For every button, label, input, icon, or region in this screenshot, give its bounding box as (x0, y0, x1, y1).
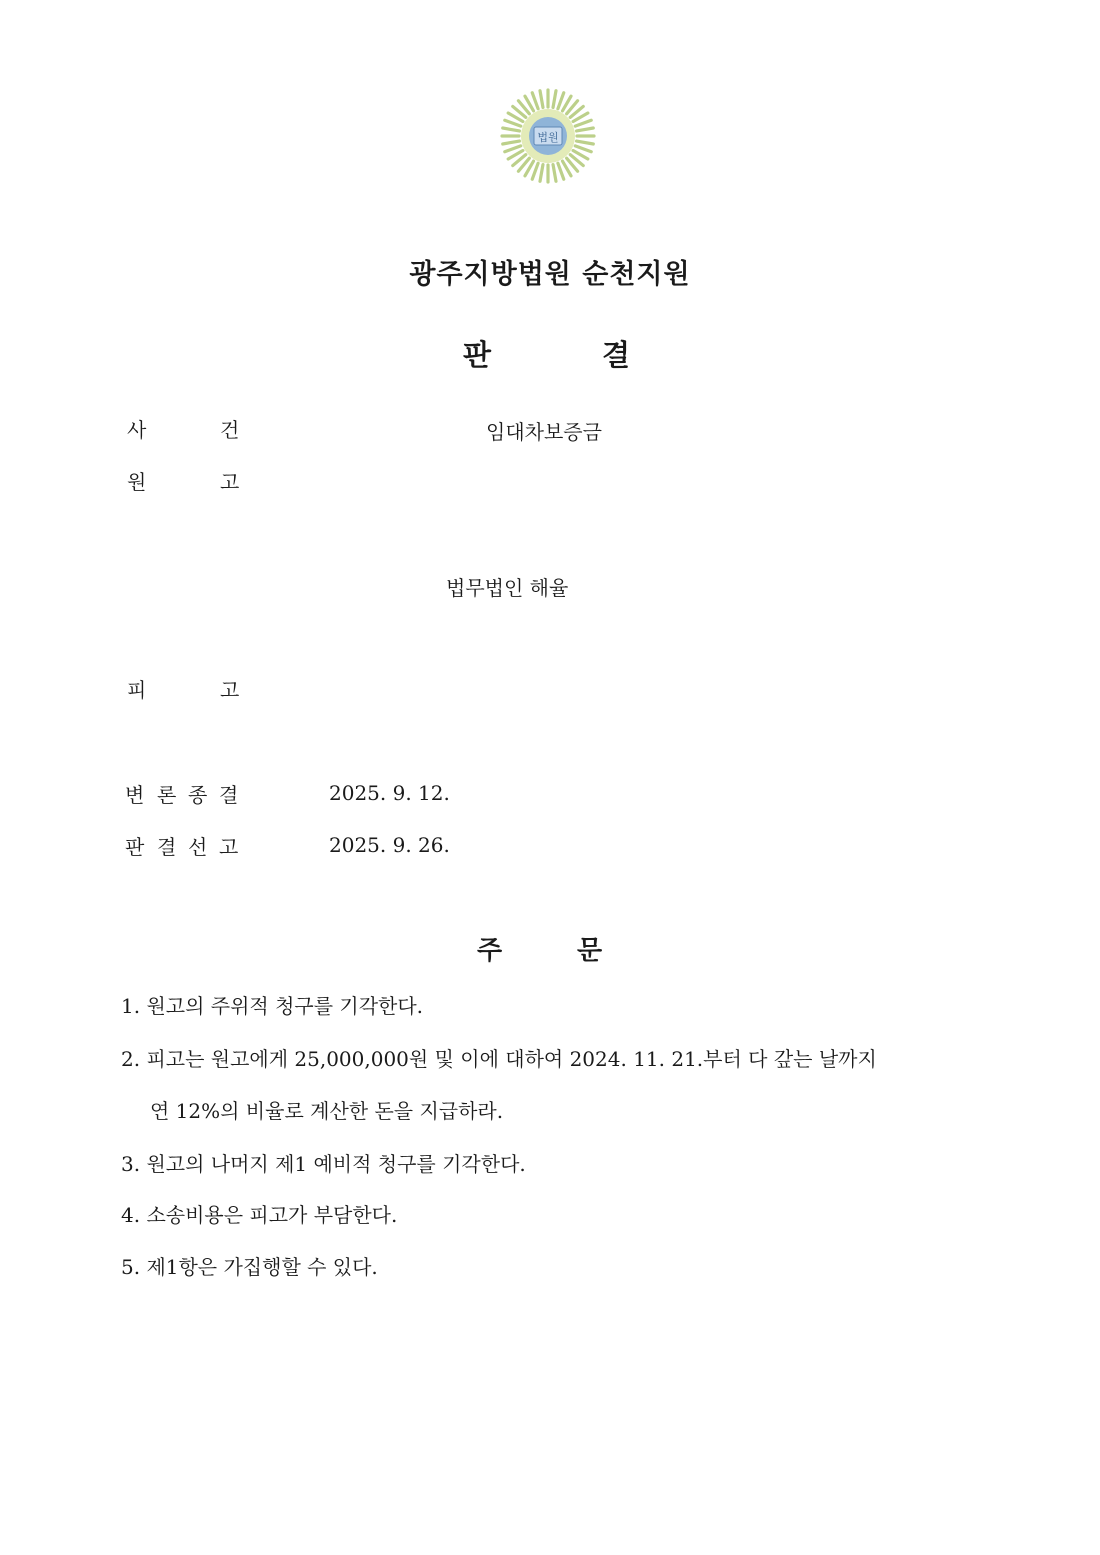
defendant-label-char-2: 고 (220, 678, 240, 702)
plaintiff-label-char-2: 고 (220, 470, 240, 494)
case-name: 임대차보증금 (486, 420, 602, 444)
decision-label-char-4: 고 (219, 835, 239, 859)
decision-label-char-3: 선 (188, 835, 208, 859)
decision-label-char-1: 판 (125, 835, 145, 859)
doc-title-char-1: 판 (463, 338, 492, 372)
decision-label-char-2: 결 (157, 835, 177, 859)
case-label-char-2: 건 (220, 418, 240, 442)
decision-date: 2025. 9. 26. (329, 833, 450, 857)
closing-label-char-4: 결 (219, 783, 239, 807)
order-item-4: 4. 소송비용은 피고가 부담한다. (121, 1203, 398, 1227)
closing-label-char-2: 론 (157, 783, 177, 807)
court-seal-logo (498, 86, 598, 186)
order-item-3: 3. 원고의 나머지 제1 예비적 청구를 기각한다. (121, 1152, 526, 1176)
plaintiff-label-char-1: 원 (127, 470, 147, 494)
order-heading-char-2: 문 (577, 936, 603, 966)
order-item-2-cont: 연 12%의 비율로 계산한 돈을 지급하라. (150, 1099, 504, 1123)
plaintiff-counsel: 법무법인 해율 (446, 576, 569, 600)
order-item-2: 2. 피고는 원고에게 25,000,000원 및 이에 대하여 2024. 11. 21.부터 다 갚는 날까지 (121, 1047, 877, 1071)
closing-label-char-1: 변 (125, 783, 145, 807)
svg-text:법원: 법원 (537, 131, 559, 144)
order-heading-char-1: 주 (477, 936, 503, 966)
closing-label-char-3: 종 (188, 783, 208, 807)
defendant-label-char-1: 피 (127, 678, 147, 702)
court-name: 광주지방법원 순천지원 (409, 259, 691, 290)
case-label-char-1: 사 (127, 418, 147, 442)
order-item-5: 5. 제1항은 가집행할 수 있다. (121, 1255, 378, 1279)
closing-date: 2025. 9. 12. (329, 781, 450, 805)
order-item-1: 1. 원고의 주위적 청구를 기각한다. (121, 994, 424, 1018)
doc-title-char-2: 결 (602, 338, 631, 372)
